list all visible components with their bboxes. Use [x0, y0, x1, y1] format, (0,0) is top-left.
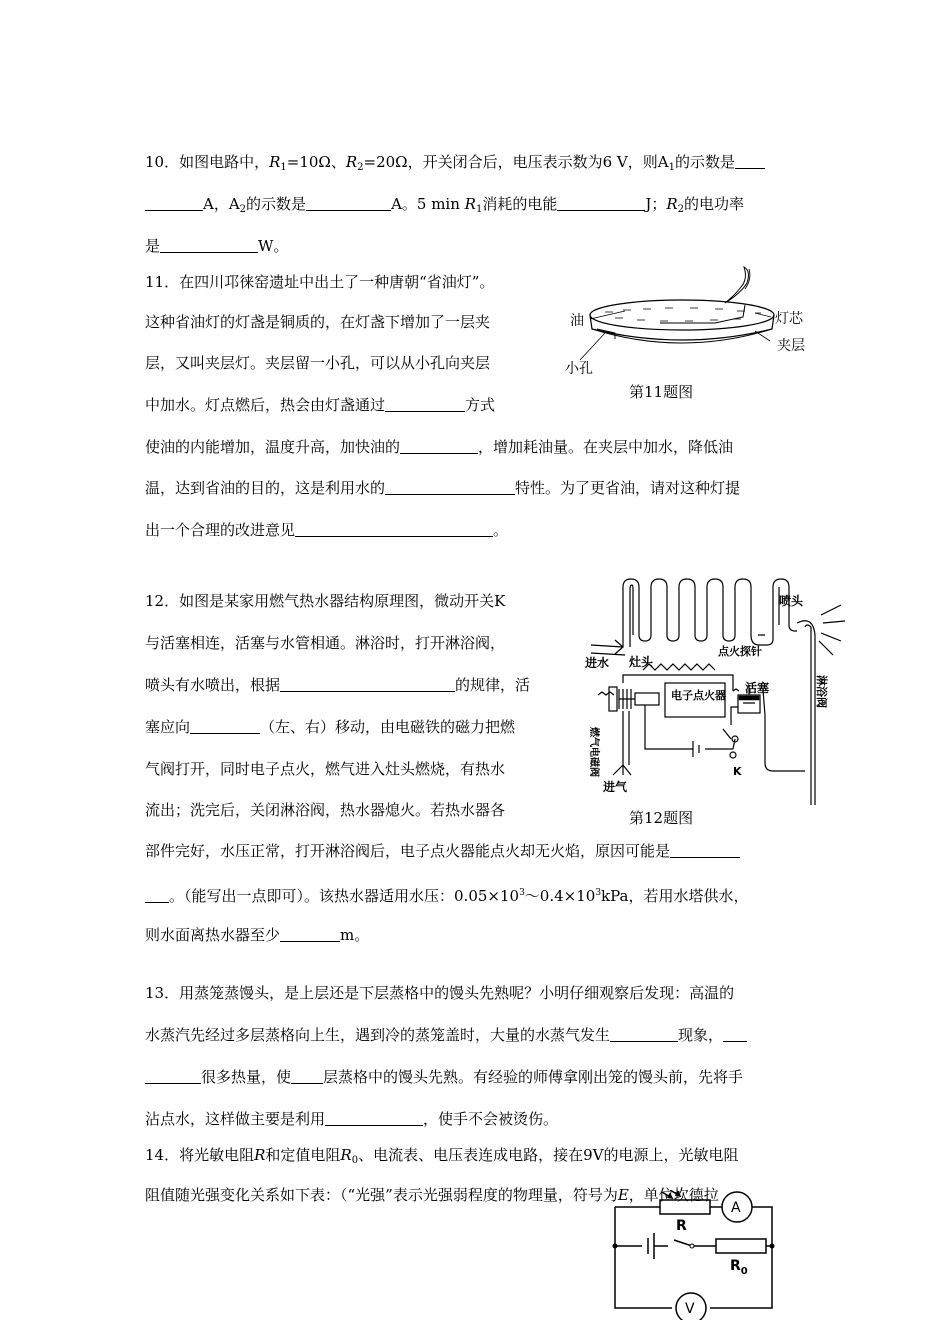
q11-line4: [145, 395, 495, 415]
label-piston: 活塞: [745, 681, 770, 695]
label-nozzle: 喷头: [779, 594, 804, 608]
text: =10Ω、: [286, 153, 346, 171]
q11-line3: 层，又叫夹层灯。夹层留一小孔，可以从小孔向夹层: [145, 354, 491, 372]
label-gas-inlet: 进气: [603, 780, 628, 794]
q10-line1: [145, 152, 765, 178]
label-voltmeter: V: [685, 1301, 695, 1317]
label-wick: 灯芯: [775, 311, 803, 327]
text: ，单位坎德拉: [628, 1186, 719, 1204]
text: 中加水。灯点燃后，热会由灯盏通过: [145, 396, 386, 414]
q12-line9: [145, 925, 369, 945]
symbol-e: E: [617, 1186, 629, 1204]
text: W。: [258, 237, 289, 255]
answer-blank[interactable]: [385, 396, 465, 412]
text: kPa，若用水塔供水，: [601, 887, 749, 905]
text: 使油的内能增加，温度升高，加快油的: [145, 438, 401, 456]
text: 、电流表、电压表连成电路，接在9V的电源上，光敏电阻: [358, 1146, 739, 1164]
label-gas-valve: 燃气电磁阀: [588, 727, 599, 777]
q12-line3: [145, 675, 530, 695]
subscript: 2: [239, 204, 247, 215]
label-r0-letter: R: [730, 1258, 741, 1274]
superscript: 3: [519, 888, 525, 898]
text: 现象，: [678, 1026, 724, 1044]
text: 10．如图电路中，: [145, 153, 270, 171]
label-igniter: 电子点火器: [671, 689, 726, 702]
text: 消耗的电能: [482, 195, 558, 213]
subscript: 2: [677, 204, 685, 215]
q12-line1: 12．如图是某家用燃气热水器结构原理图，微动开关K: [145, 592, 506, 610]
text: 阻值随光强变化关系如下表：（“光强”表示光强弱程度的物理量，符号为: [145, 1186, 618, 1204]
label-r0: [730, 1258, 748, 1277]
q11-line7: [145, 520, 508, 540]
text: 则水面离热水器至少: [145, 926, 281, 944]
q13-line4: [145, 1109, 558, 1129]
label-inlet: 进水: [585, 656, 610, 670]
answer-blank[interactable]: [160, 237, 258, 253]
q10-line3: [145, 236, 288, 256]
answer-blank[interactable]: [190, 718, 260, 734]
label-hole: 小孔: [565, 361, 593, 377]
text: 特性。为了更省油，请对这种灯提: [515, 479, 741, 497]
text: 沾点水，这样做主要是利用: [145, 1110, 326, 1128]
answer-blank[interactable]: [291, 1068, 323, 1084]
q11-line2: 这种省油灯的灯盏是铜质的，在灯盏下增加了一层夹: [145, 313, 491, 331]
light-sensor-circuit-figure: [600, 1190, 800, 1320]
subscript: 1: [475, 204, 483, 215]
text: 水蒸汽先经过多层蒸格向上生，遇到冷的蒸笼盖时，大量的水蒸气发生: [145, 1026, 611, 1044]
answer-blank[interactable]: [400, 438, 478, 454]
q12-line7: [145, 841, 740, 861]
symbol-r1: R: [464, 195, 476, 213]
figure-11-caption: 第11题图: [629, 383, 694, 401]
symbol-r: R: [254, 1146, 266, 1164]
text: （左、右）移动，由电磁铁的磁力把燃: [260, 718, 516, 736]
superscript: 3: [595, 888, 602, 898]
text: A，A: [203, 195, 240, 213]
q14-line1: [145, 1145, 738, 1171]
water-heater-figure: [583, 575, 853, 805]
text: 温，达到省油的目的，这是利用水的: [145, 479, 386, 497]
text: 和定值电阻: [265, 1146, 341, 1164]
q12-line4: [145, 717, 515, 737]
text: 塞应向: [145, 718, 191, 736]
q11-line6: [145, 478, 740, 498]
figure-12-caption: 第12题图: [629, 809, 694, 827]
label-shower-valve: 淋浴阀: [815, 675, 828, 708]
oil-lamp-figure: [565, 265, 815, 380]
text: =20Ω，开关闭合后，电压表示数为6 V，则A: [363, 153, 669, 171]
text: 的示数是: [674, 153, 735, 171]
q13-line3: [145, 1067, 743, 1087]
q12-line8: [145, 883, 749, 906]
answer-blank[interactable]: [145, 887, 169, 903]
text: 方式: [465, 396, 496, 414]
text: ，增加耗油量。在夹层中加水，降低油: [478, 438, 734, 456]
subscript: 1: [668, 162, 675, 173]
label-layer: 夹层: [777, 338, 805, 354]
text: 的规律，活: [455, 676, 531, 694]
subscript: 1: [280, 162, 287, 173]
answer-blank[interactable]: [325, 1110, 423, 1126]
label-burner: 灶头: [629, 655, 654, 669]
text: ，使手不会被烫伤。: [423, 1110, 559, 1128]
text: 部件完好，水压正常，打开淋浴阀后，电子点火器能点火却无火焰，原因可能是: [145, 842, 671, 860]
answer-blank[interactable]: [145, 1068, 201, 1084]
answer-blank[interactable]: [735, 153, 765, 169]
label-oil: 油: [570, 313, 584, 329]
label-r0-sub: 0: [740, 1266, 748, 1277]
answer-blank[interactable]: [145, 195, 203, 211]
text: 。: [493, 521, 509, 539]
text: 层蒸格中的馒头先熟。有经验的师傅拿刚出笼的馒头前，先将手: [323, 1068, 744, 1086]
q12-line6: 流出；洗完后，关闭淋浴阀，热水器熄火。若热水器各: [145, 801, 506, 819]
text: A。5 min: [391, 195, 465, 213]
label-ammeter: A: [731, 1200, 741, 1216]
q12-line5: 气阀打开，同时电子点火，燃气进入灶头燃烧，有热水: [145, 760, 506, 778]
text: 的示数是: [246, 195, 307, 213]
text: ～0.4×10: [524, 887, 596, 905]
q11-line5: [145, 437, 733, 457]
answer-blank[interactable]: [306, 195, 391, 211]
answer-blank[interactable]: [295, 521, 493, 537]
text: 很多热量，使: [201, 1068, 292, 1086]
text: 。（能写出一点即可）。该热水器适用水压：0.05×10: [169, 887, 520, 905]
q12-line2: 与活塞相连，活塞与水管相通。淋浴时，打开淋浴阀，: [145, 634, 506, 652]
text: 是: [145, 237, 161, 255]
answer-blank[interactable]: [385, 479, 515, 495]
text: m。: [340, 926, 370, 944]
label-r: R: [676, 1218, 687, 1234]
text: J；: [645, 195, 667, 213]
answer-blank[interactable]: [557, 195, 645, 211]
symbol-r1: R: [269, 153, 281, 171]
text: 喷头有水喷出，根据: [145, 676, 281, 694]
label-switch-k: K: [733, 765, 742, 778]
answer-blank[interactable]: [280, 926, 340, 942]
text: 14．将光敏电阻: [145, 1146, 255, 1164]
text: 的电功率: [684, 195, 745, 213]
answer-blank[interactable]: [280, 676, 455, 692]
subscript: 0: [351, 1155, 359, 1166]
answer-blank[interactable]: [610, 1026, 678, 1042]
answer-blank[interactable]: [723, 1026, 747, 1042]
q13-line2: [145, 1025, 747, 1045]
q10-line2: [145, 194, 744, 220]
symbol-r2: R: [345, 153, 358, 171]
q11-line1: 11．在四川邛徕窑遗址中出土了一种唐朝“省油灯”。: [145, 273, 495, 291]
subscript: 2: [357, 162, 364, 173]
symbol-r2: R: [666, 195, 678, 213]
text: 出一个合理的改进意见: [145, 521, 296, 539]
symbol-r0: R: [340, 1146, 352, 1164]
label-probe: 点火探针: [718, 645, 762, 658]
answer-blank[interactable]: [670, 842, 740, 858]
q13-line1: 13．用蒸笼蒸馒头，是上层还是下层蒸格中的馒头先熟呢？小明仔细观察后发现：高温的: [145, 984, 735, 1002]
